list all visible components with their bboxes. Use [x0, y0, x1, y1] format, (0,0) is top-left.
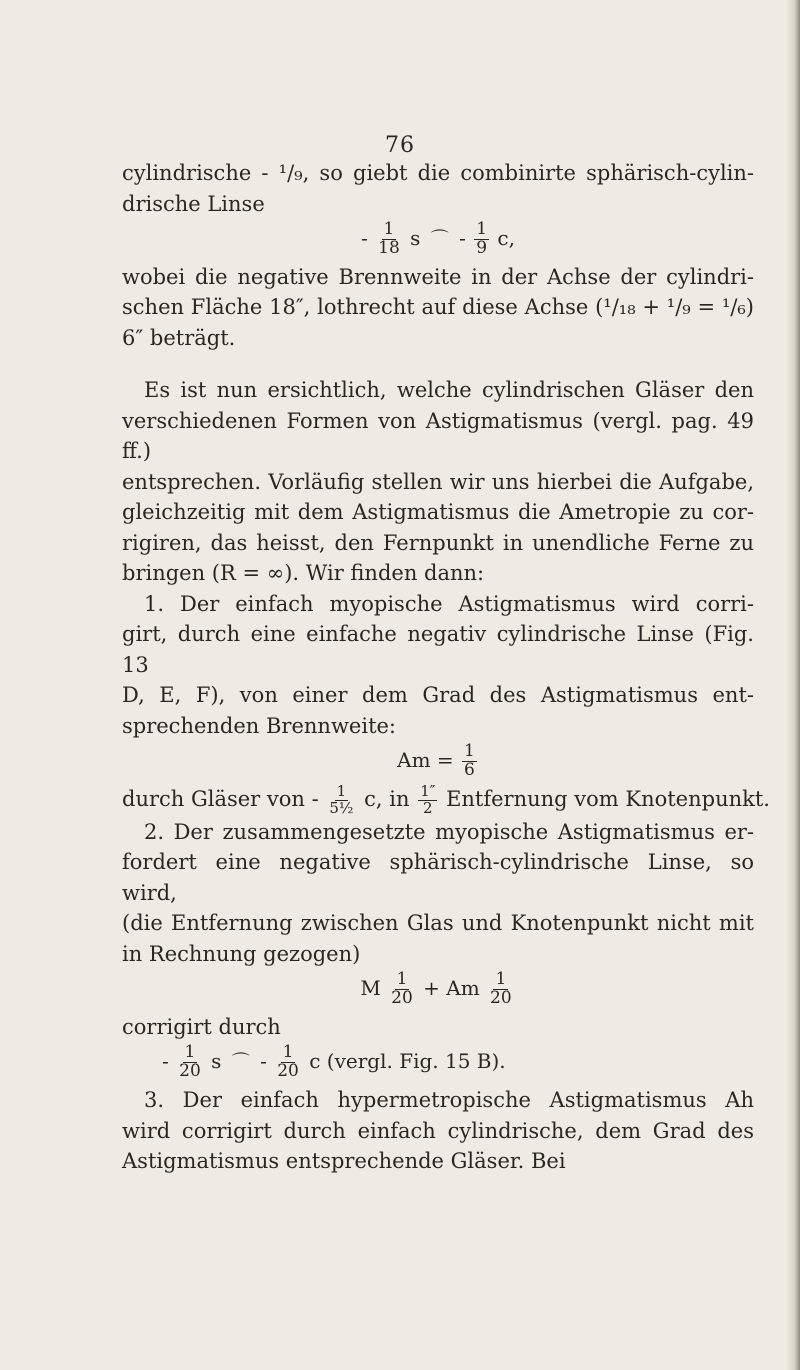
fraction: [488, 971, 514, 1008]
fraction-denominator: 9: [476, 237, 488, 258]
formula-glasses-line: [122, 782, 770, 817]
text-line: sprechenden Brennweite:: [122, 713, 397, 738]
text-line: drische Linse: [122, 191, 265, 216]
fraction-denominator: 20: [490, 987, 512, 1008]
fraction-numerator: 1: [282, 1042, 294, 1063]
formula-m-am: [122, 971, 754, 1008]
text-line: D, E, F), von einer dem Grad des Astigmatismus ent-: [122, 683, 754, 708]
formula-lhs: Am =: [397, 748, 454, 773]
fraction: [462, 743, 477, 780]
text-line: gleichzeitig mit dem Astigmatismus die Ametropie zu cor-: [122, 500, 754, 525]
fraction-numerator: 1: [336, 782, 347, 801]
text-line: schen Fläche 18″, lothrecht auf diese Achse (¹/₁₈ + ¹/₉ = ¹/₆): [122, 295, 754, 320]
page-number: 76: [385, 133, 415, 158]
text-line: 3. Der einfach hypermetropische Astigmatismus Ah: [144, 1088, 754, 1112]
fraction-numerator: 1: [184, 1042, 196, 1063]
fraction-denominator: 2: [423, 798, 433, 817]
formula-plus-am: + Am: [423, 975, 480, 1000]
formula-s: s: [410, 225, 421, 250]
fraction-numerator: 1: [495, 969, 507, 990]
text-line: verschiedenen Formen von Astigmatismus (vergl. pag. 49 ff.): [122, 408, 754, 464]
formula-text: Entfernung vom Knotenpunkt.: [446, 786, 770, 811]
fraction-denominator: 6: [464, 760, 475, 781]
fraction-numerator: 1: [464, 741, 475, 762]
lens-symbol-icon: ⌒: [231, 1052, 250, 1074]
formula-lens-1: [122, 221, 754, 258]
fraction: [389, 971, 415, 1008]
fraction-numerator: 1: [396, 969, 408, 990]
text-line: (die Entfernung zwischen Glas und Knotenpunkt nicht mit: [122, 911, 754, 936]
formula-minus: -: [260, 1049, 267, 1074]
formula-lens-2: [122, 1044, 754, 1081]
fraction-numerator: 1: [383, 219, 395, 239]
formula-minus: -: [459, 225, 466, 250]
text-line: bringen (R = ∞). Wir finden dann:: [122, 561, 485, 586]
formula-am: [122, 743, 754, 780]
formula-s: s: [211, 1049, 222, 1074]
text-line: entsprechen. Vorläufig stellen wir uns hierbei die Aufgabe,: [122, 469, 754, 494]
text-line: wird corrigirt durch einfach cylindrische, dem Grad des: [122, 1118, 754, 1143]
fraction: [327, 784, 355, 817]
text-line: 6″ beträgt.: [122, 325, 236, 350]
formula-minus: -: [361, 225, 368, 250]
fraction-denominator: 20: [277, 1061, 299, 1082]
fraction-denominator: 20: [179, 1061, 201, 1082]
fraction-denominator: 18: [378, 237, 400, 258]
fraction: [275, 1044, 301, 1081]
fraction-denominator: 5½: [329, 798, 354, 817]
formula-text: durch Gläser von -: [122, 786, 319, 811]
text-line: wobei die negative Brennweite in der Achse der cylindri-: [122, 264, 754, 289]
formula-minus: -: [162, 1049, 169, 1074]
lens-symbol-icon: ⌒: [430, 228, 449, 250]
text-line: rigiren, das heisst, den Fernpunkt in unendliche Ferne zu: [122, 530, 754, 555]
fraction: [474, 221, 489, 258]
fraction: [376, 221, 402, 258]
fraction-denominator: 20: [391, 987, 413, 1008]
fraction: [418, 784, 437, 817]
formula-text: c, in: [364, 786, 410, 811]
formula-c: c,: [497, 225, 515, 250]
fraction-numerator: 1: [476, 219, 488, 239]
page-edge-shadow: [786, 0, 800, 1370]
formula-text: c (vergl. Fig. 15 B).: [309, 1049, 506, 1074]
text-line: Astigmatismus entsprechende Gläser. Bei: [122, 1149, 566, 1173]
text-line: 2. Der zusammengesetzte myopische Astigmatismus er-: [144, 819, 754, 844]
text-line: cylindrische - ¹/₉, so giebt die combinirte sphärisch-cylin-: [122, 161, 754, 185]
text-line: Es ist nun ersichtlich, welche cylindrischen Gläser den: [144, 378, 754, 403]
text-line: fordert eine negative sphärisch-cylindrische Linse, so wird,: [122, 850, 754, 905]
text-line: girt, durch eine einfache negativ cylindrische Linse (Fig. 13: [122, 622, 754, 677]
text-line: in Rechnung gezogen): [122, 941, 361, 966]
text-line: corrigirt durch: [122, 1014, 281, 1039]
page-body: [122, 158, 770, 1177]
text-line: 1. Der einfach myopische Astigmatismus wird corri-: [144, 591, 754, 616]
fraction-numerator: 1″: [420, 782, 436, 801]
formula-m: M: [360, 975, 381, 1000]
fraction: [177, 1044, 203, 1081]
